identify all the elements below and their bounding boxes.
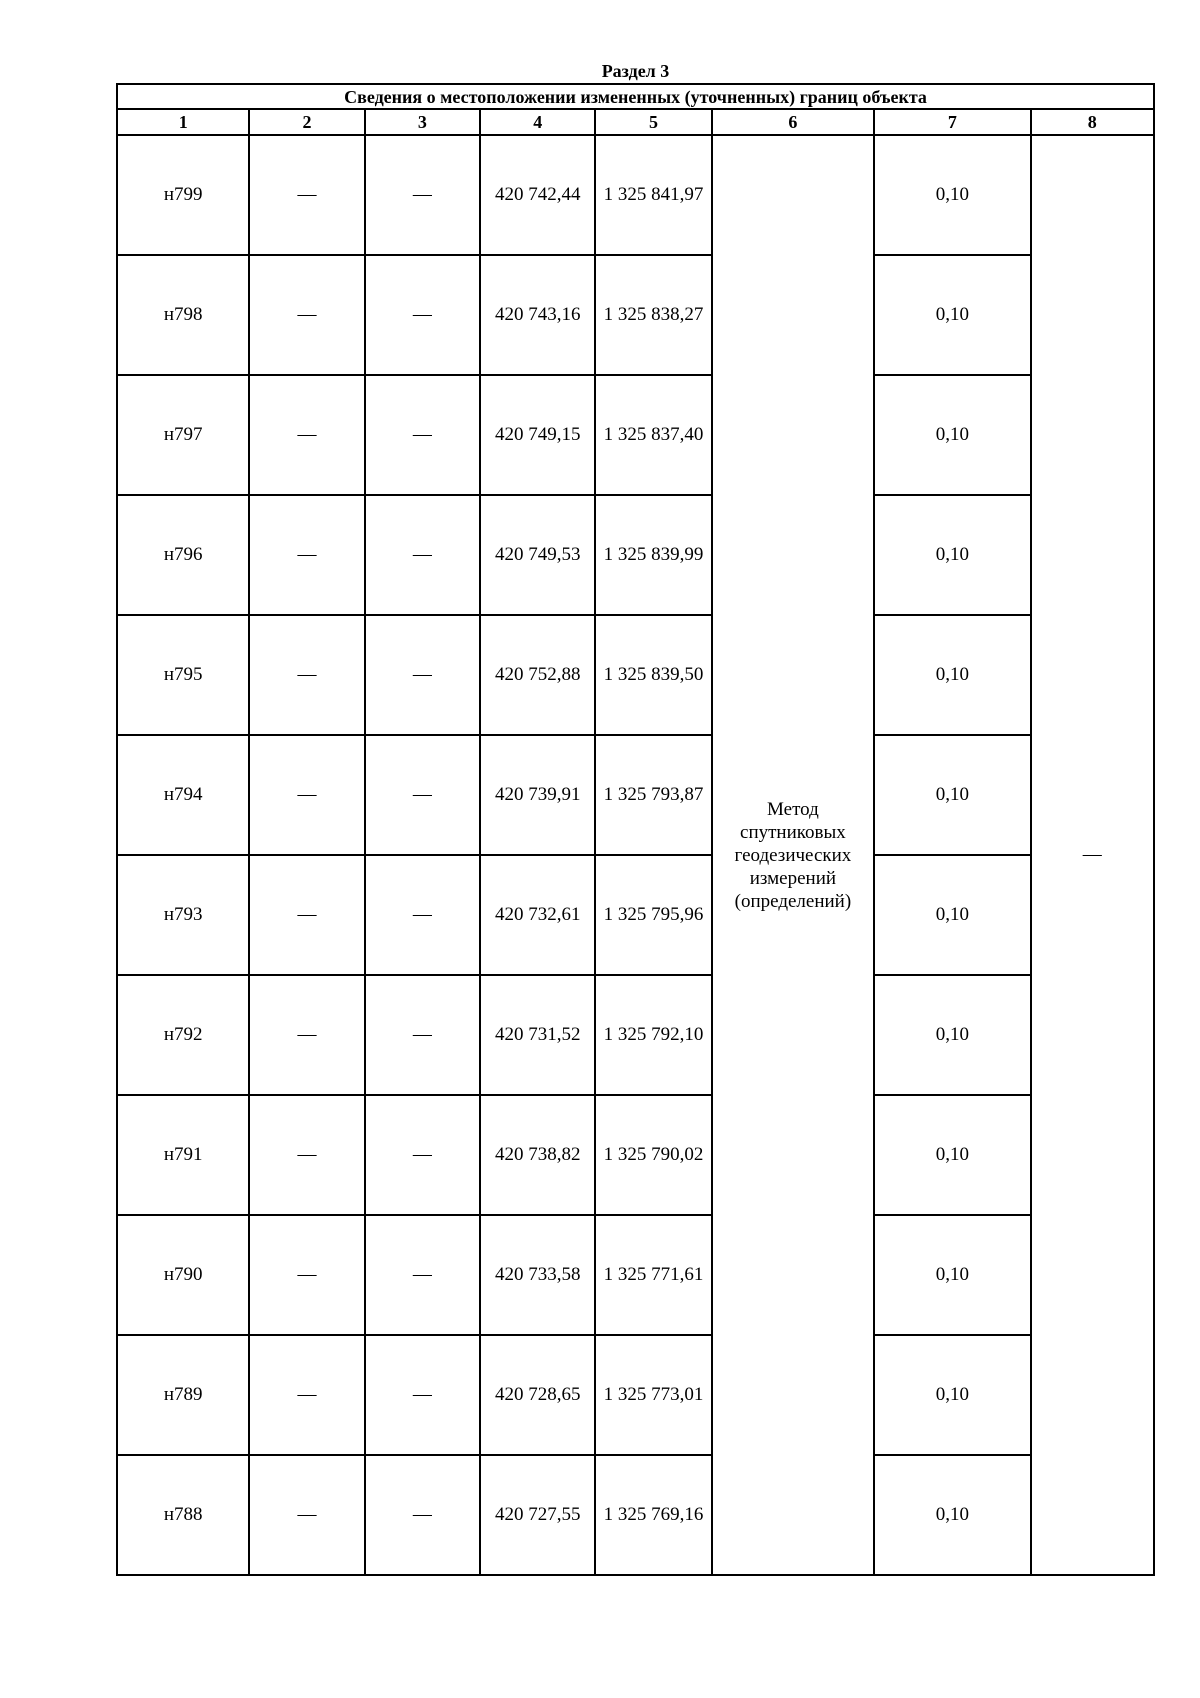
column-number: 4: [480, 109, 595, 135]
point-number-cell: н790: [117, 1215, 249, 1335]
column-number: 5: [595, 109, 711, 135]
table-row: [117, 735, 1154, 855]
point-number-cell: н798: [117, 255, 249, 375]
column2-cell: —: [249, 1215, 364, 1335]
column8-cell: —: [1031, 135, 1154, 1575]
accuracy-cell: 0,10: [874, 495, 1030, 615]
column3-cell: —: [365, 1215, 480, 1335]
column3-cell: —: [365, 735, 480, 855]
point-number-cell: н793: [117, 855, 249, 975]
x-coordinate-cell: 420 738,82: [480, 1095, 595, 1215]
accuracy-cell: 0,10: [874, 135, 1030, 255]
point-number-cell: н788: [117, 1455, 249, 1575]
column-number: 8: [1031, 109, 1154, 135]
method-line: спутниковых: [740, 821, 846, 843]
method-line: (определений): [734, 890, 852, 912]
method-line: измерений: [749, 867, 837, 889]
point-number-cell: н797: [117, 375, 249, 495]
column-number: 2: [249, 109, 364, 135]
column3-cell: —: [365, 1455, 480, 1575]
column-number-row: [117, 109, 1154, 135]
table-row: [117, 1095, 1154, 1215]
column2-cell: —: [249, 975, 364, 1095]
method-line: геодезических: [734, 844, 852, 866]
column2-cell: —: [249, 375, 364, 495]
column2-cell: —: [249, 255, 364, 375]
x-coordinate-cell: 420 749,15: [480, 375, 595, 495]
point-number-cell: н789: [117, 1335, 249, 1455]
y-coordinate-cell: 1 325 790,02: [595, 1095, 711, 1215]
accuracy-cell: 0,10: [874, 1215, 1030, 1335]
y-coordinate-cell: 1 325 795,96: [595, 855, 711, 975]
table-title: Сведения о местоположении измененных (уточненных) границ объекта: [117, 84, 1154, 109]
x-coordinate-cell: 420 752,88: [480, 615, 595, 735]
point-number-cell: н792: [117, 975, 249, 1095]
accuracy-cell: 0,10: [874, 1335, 1030, 1455]
point-number-cell: н791: [117, 1095, 249, 1215]
x-coordinate-cell: 420 743,16: [480, 255, 595, 375]
table-row: [117, 855, 1154, 975]
column-number: 3: [365, 109, 480, 135]
boundary-coordinates-table: [116, 83, 1155, 1576]
table-row: [117, 1215, 1154, 1335]
x-coordinate-cell: 420 727,55: [480, 1455, 595, 1575]
table-row: [117, 495, 1154, 615]
table-row: [117, 1335, 1154, 1455]
table-row: [117, 615, 1154, 735]
column2-cell: —: [249, 1095, 364, 1215]
method-cell: [712, 135, 874, 1575]
accuracy-cell: 0,10: [874, 1095, 1030, 1215]
column-number: 6: [712, 109, 874, 135]
column3-cell: —: [365, 135, 480, 255]
column2-cell: —: [249, 135, 364, 255]
accuracy-cell: 0,10: [874, 255, 1030, 375]
column3-cell: —: [365, 615, 480, 735]
x-coordinate-cell: 420 749,53: [480, 495, 595, 615]
method-line: Метод: [767, 798, 819, 820]
y-coordinate-cell: 1 325 839,99: [595, 495, 711, 615]
point-number-cell: н799: [117, 135, 249, 255]
accuracy-cell: 0,10: [874, 375, 1030, 495]
x-coordinate-cell: 420 731,52: [480, 975, 595, 1095]
table-row: [117, 975, 1154, 1095]
accuracy-cell: 0,10: [874, 975, 1030, 1095]
column2-cell: —: [249, 1335, 364, 1455]
column2-cell: —: [249, 1455, 364, 1575]
x-coordinate-cell: 420 739,91: [480, 735, 595, 855]
accuracy-cell: 0,10: [874, 1455, 1030, 1575]
x-coordinate-cell: 420 732,61: [480, 855, 595, 975]
column-number: 1: [117, 109, 249, 135]
column3-cell: —: [365, 975, 480, 1095]
column3-cell: —: [365, 855, 480, 975]
x-coordinate-cell: 420 742,44: [480, 135, 595, 255]
column3-cell: —: [365, 375, 480, 495]
y-coordinate-cell: 1 325 792,10: [595, 975, 711, 1095]
table-row: [117, 255, 1154, 375]
column3-cell: —: [365, 495, 480, 615]
column2-cell: —: [249, 855, 364, 975]
point-number-cell: н796: [117, 495, 249, 615]
y-coordinate-cell: 1 325 773,01: [595, 1335, 711, 1455]
y-coordinate-cell: 1 325 839,50: [595, 615, 711, 735]
accuracy-cell: 0,10: [874, 855, 1030, 975]
point-number-cell: н795: [117, 615, 249, 735]
y-coordinate-cell: 1 325 771,61: [595, 1215, 711, 1335]
table-row: [117, 1455, 1154, 1575]
y-coordinate-cell: 1 325 841,97: [595, 135, 711, 255]
x-coordinate-cell: 420 728,65: [480, 1335, 595, 1455]
y-coordinate-cell: 1 325 838,27: [595, 255, 711, 375]
table-row: [117, 135, 1154, 255]
column2-cell: —: [249, 495, 364, 615]
column-number: 7: [874, 109, 1030, 135]
x-coordinate-cell: 420 733,58: [480, 1215, 595, 1335]
table-row: [117, 375, 1154, 495]
column2-cell: —: [249, 615, 364, 735]
column3-cell: —: [365, 1095, 480, 1215]
y-coordinate-cell: 1 325 837,40: [595, 375, 711, 495]
column3-cell: —: [365, 255, 480, 375]
y-coordinate-cell: 1 325 793,87: [595, 735, 711, 855]
point-number-cell: н794: [117, 735, 249, 855]
section-heading: Раздел 3: [601, 61, 670, 81]
column3-cell: —: [365, 1335, 480, 1455]
accuracy-cell: 0,10: [874, 735, 1030, 855]
column2-cell: —: [249, 735, 364, 855]
accuracy-cell: 0,10: [874, 615, 1030, 735]
y-coordinate-cell: 1 325 769,16: [595, 1455, 711, 1575]
